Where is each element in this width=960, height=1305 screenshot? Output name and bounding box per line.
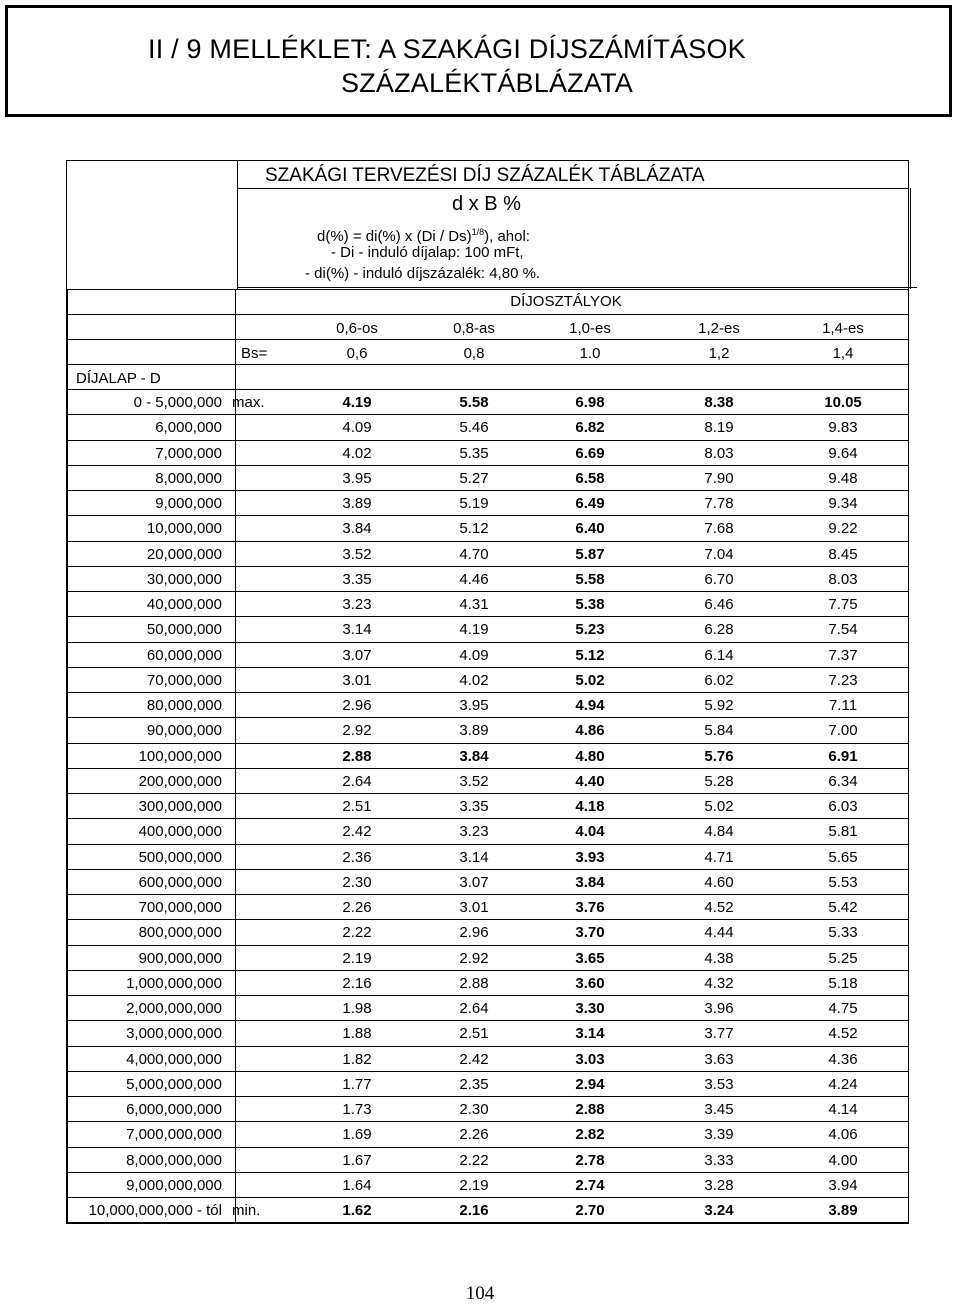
fee-base-amount: 70,000,000 [146, 671, 222, 689]
fee-percentage-cell: 3.39 [704, 1126, 734, 1144]
fee-percentage-cell: 3.77 [704, 1025, 734, 1043]
fee-base-amount: 40,000,000 [146, 596, 222, 613]
fee-base-amount: 2,000,000,000 [126, 1000, 222, 1017]
fee-percentage-cell: 7.54 [828, 621, 858, 639]
fee-base-amount: 9,000,000,000 [126, 1176, 222, 1194]
fee-percentage-cell: 2.74 [575, 1176, 605, 1194]
fee-percentage-cell: 2.16 [342, 974, 372, 992]
fee-base-amount: 3,000,000,000 [126, 1025, 222, 1043]
fee-percentage-cell: 4.32 [704, 974, 734, 992]
fee-percentage-cell: 5.25 [828, 949, 858, 967]
formula-line-2: - Di - induló díjalap: 100 mFt, [331, 244, 524, 261]
fee-percentage-cell: 4.09 [459, 646, 489, 664]
fee-base-amount: 900,000,000 [138, 949, 222, 967]
fee-percentage-cell: 4.19 [459, 621, 489, 639]
fee-percentage-cell: 7.11 [828, 697, 858, 714]
fee-percentage-cell: 2.19 [342, 949, 372, 967]
fee-base-amount: 6,000,000,000 [126, 1101, 222, 1118]
fee-base-amount: 6,000,000 [155, 419, 222, 437]
fee-percentage-cell: 1.82 [342, 1050, 372, 1068]
fee-percentage-cell: 7.90 [704, 469, 734, 487]
fee-percentage-cell: 5.53 [828, 873, 858, 891]
fee-percentage-cell: 2.36 [342, 848, 372, 866]
fee-percentage-cell: 6.40 [575, 520, 605, 538]
fee-percentage-cell: 3.65 [575, 949, 605, 967]
fee-class-label: 1,0-es [569, 320, 611, 337]
formula-line-3: - di(%) - induló díjszázalék: 4,80 %. [305, 265, 541, 282]
fee-percentage-cell: 7.37 [828, 646, 858, 664]
fee-percentage-cell: 2.42 [342, 823, 372, 841]
fee-base-amount: 1,000,000,000 [126, 974, 222, 992]
table-title: SZAKÁGI TERVEZÉSI DÍJ SZÁZALÉK TÁBLÁZATA [265, 165, 705, 186]
fee-percentage-cell: 4.80 [575, 747, 605, 765]
fee-percentage-cell: 9.34 [828, 495, 858, 512]
fee-percentage-cell: 1.88 [342, 1025, 372, 1043]
fee-percentage-cell: 2.16 [459, 1202, 489, 1219]
fee-base-amount: 300,000,000 [138, 798, 222, 815]
fee-base-amount: 100,000,000 [138, 747, 222, 765]
fee-percentage-cell: 3.84 [342, 520, 372, 538]
fee-percentage-cell: 2.30 [459, 1101, 489, 1118]
fee-percentage-cell: 6.70 [704, 570, 734, 588]
fee-percentage-cell: 7.23 [828, 671, 858, 689]
fee-percentage-cell: 3.63 [704, 1050, 734, 1068]
fee-percentage-cell: 5.58 [459, 394, 489, 411]
fee-percentage-cell: 7.04 [704, 545, 734, 563]
fee-percentage-cell: 4.44 [704, 924, 734, 942]
fee-percentage-cell: 6.91 [828, 747, 858, 765]
fee-base-amount: 9,000,000 [155, 495, 222, 512]
fee-base-amount: 7,000,000,000 [126, 1126, 222, 1144]
fee-base-amount: 400,000,000 [138, 823, 222, 841]
fee-percentage-cell: 6.98 [575, 394, 605, 411]
fee-percentage-cell: 3.14 [575, 1025, 605, 1043]
fee-percentage-cell: 4.04 [575, 823, 605, 841]
fee-percentage-cell: 3.30 [575, 1000, 605, 1017]
row-divider [237, 287, 917, 288]
fee-percentage-cell: 5.02 [575, 671, 605, 689]
fee-percentage-cell: 4.14 [828, 1101, 858, 1118]
fee-percentage-cell: 1.67 [342, 1151, 372, 1169]
fee-percentage-cell: 5.23 [575, 621, 605, 639]
fee-percentage-cell: 2.70 [575, 1202, 605, 1219]
fee-percentage-cell: 3.89 [342, 495, 372, 512]
fee-percentage-cell: 5.58 [575, 570, 605, 588]
fee-percentage-cell: 3.60 [575, 974, 605, 992]
bs-value: 0,8 [463, 345, 485, 362]
fee-base-amount: 7,000,000 [155, 444, 222, 462]
fee-percentage-cell: 2.26 [459, 1126, 489, 1144]
fee-percentage-cell: 3.23 [459, 823, 489, 841]
fee-percentage-cell: 4.70 [459, 545, 489, 563]
fee-percentage-cell: 1.73 [342, 1101, 372, 1118]
fee-base-amount: 800,000,000 [138, 924, 222, 942]
fee-percentage-cell: 6.58 [575, 469, 605, 487]
fee-percentage-cell: 3.76 [575, 899, 605, 916]
fee-percentage-cell: 3.14 [459, 848, 489, 866]
fee-percentage-cell: 6.03 [828, 798, 858, 815]
fee-percentage-cell: 4.24 [828, 1075, 858, 1093]
fee-percentage-cell: 5.92 [704, 697, 734, 714]
row-divider [67, 314, 908, 315]
fee-percentage-cell: 4.46 [459, 570, 489, 588]
fee-base-amount: 30,000,000 [146, 570, 222, 588]
fee-percentage-cell: 3.84 [459, 747, 489, 765]
fee-percentage-cell: 2.19 [459, 1176, 489, 1194]
fee-percentage-cell: 2.26 [342, 899, 372, 916]
fee-percentage-cell: 4.09 [342, 419, 372, 437]
fee-percentage-cell: 5.46 [459, 419, 489, 437]
row-divider [67, 339, 908, 340]
fee-percentage-cell: 2.22 [459, 1151, 489, 1169]
fee-percentage-cell: 2.92 [342, 722, 372, 740]
fee-percentage-cell: 4.84 [704, 823, 734, 841]
fee-class-label: 1,2-es [698, 320, 740, 337]
fee-percentage-cell: 4.52 [704, 899, 734, 916]
fee-class-label: 0,6-os [336, 320, 378, 337]
fee-percentage-cell: 3.95 [459, 697, 489, 714]
fee-percentage-cell: 2.35 [459, 1075, 489, 1093]
fee-percentage-cell: 4.40 [575, 772, 605, 790]
fee-percentage-cell: 7.00 [828, 722, 858, 740]
row-divider [67, 364, 908, 365]
fee-percentage-cell: 5.28 [704, 772, 734, 790]
column-divider [237, 161, 238, 289]
fee-percentage-cell: 8.38 [704, 394, 734, 411]
fee-percentage-cell: 4.38 [704, 949, 734, 967]
fee-percentage-cell: 3.93 [575, 848, 605, 866]
fee-base-amount: 4,000,000,000 [126, 1050, 222, 1068]
fee-percentage-cell: 6.14 [704, 646, 734, 664]
fee-percentage-cell: 3.28 [704, 1176, 734, 1194]
fee-percentage-cell: 4.75 [828, 1000, 858, 1017]
fee-percentage-cell: 4.18 [575, 798, 605, 815]
fee-base-amount: 50,000,000 [146, 621, 222, 639]
fee-base-amount: 20,000,000 [146, 545, 222, 563]
fee-base-amount: 8,000,000 [155, 469, 222, 487]
fee-percentage-cell: 2.51 [342, 798, 372, 815]
fee-percentage-cell: 3.24 [704, 1202, 734, 1219]
fee-base-amount: 200,000,000 [138, 772, 222, 790]
fee-base-amount: 500,000,000 [138, 848, 222, 866]
fee-percentage-cell: 4.86 [575, 722, 605, 740]
fee-percentage-cell: 2.30 [342, 873, 372, 891]
formula-line-1: d(%) = di(%) x (Di / Ds)$^{1/8}$), ahol: [317, 227, 530, 245]
fee-percentage-cell: 2.96 [342, 697, 372, 714]
fee-percentage-cell: 3.70 [575, 924, 605, 942]
fee-percentage-cell: 8.45 [828, 545, 858, 563]
fee-percentage-cell: 8.03 [704, 444, 734, 462]
fee-percentage-cell: 5.33 [828, 924, 858, 942]
fee-percentage-cell: 9.83 [828, 419, 858, 437]
fee-percentage-cell: 2.94 [575, 1075, 605, 1093]
fee-percentage-cell: 4.71 [704, 848, 734, 866]
fee-percentage-cell: 1.64 [342, 1176, 372, 1194]
fee-percentage-cell: 6.69 [575, 444, 605, 462]
fee-percentage-cell: 4.94 [575, 697, 605, 714]
fee-percentage-cell: 4.06 [828, 1126, 858, 1144]
fee-percentage-cell: 3.52 [459, 772, 489, 790]
fee-percentage-cell: 3.01 [342, 671, 372, 689]
fee-percentage-cell: 2.88 [342, 747, 372, 765]
fee-base-amount: 600,000,000 [138, 873, 222, 891]
fee-percentage-cell: 1.98 [342, 1000, 372, 1017]
fee-percentage-cell: 5.87 [575, 545, 605, 563]
base-column-header: DÍJALAP - D [76, 370, 161, 387]
fee-percentage-cell: 6.46 [704, 596, 734, 613]
fee-class-label: 1,4-es [822, 320, 864, 337]
fee-percentage-cell: 2.88 [575, 1101, 605, 1118]
fee-percentage-cell: 4.02 [459, 671, 489, 689]
fee-percentage-cell: 3.14 [342, 621, 372, 639]
fee-percentage-cell: 1.62 [342, 1202, 372, 1219]
page-number: 104 [465, 1283, 495, 1304]
fee-percentage-cell: 3.45 [704, 1101, 734, 1118]
fee-percentage-cell: 8.03 [828, 570, 858, 588]
page-title-line-2: SZÁZALÉKTÁBLÁZATA [341, 68, 633, 98]
fee-percentage-cell: 3.35 [459, 798, 489, 815]
fee-percentage-cell: 8.19 [704, 419, 734, 437]
fee-percentage-cell: 5.38 [575, 596, 605, 613]
fee-percentage-cell: 4.60 [704, 873, 734, 891]
fee-percentage-cell: 5.84 [704, 722, 734, 740]
bs-value: 0,6 [346, 345, 368, 362]
fee-percentage-cell: 3.89 [828, 1202, 858, 1219]
fee-percentage-cell: 5.12 [575, 646, 605, 664]
fee-percentage-cell: 2.82 [575, 1126, 605, 1144]
fee-percentage-cell: 3.01 [459, 899, 489, 916]
fee-base-amount: 80,000,000 [146, 697, 222, 714]
column-divider [67, 289, 68, 1223]
fee-percentage-cell: 5.42 [828, 899, 858, 916]
fee-percentage-cell: 3.52 [342, 545, 372, 563]
fee-percentage-cell: 4.36 [828, 1050, 858, 1068]
fee-percentage-cell: 6.34 [828, 772, 858, 790]
fee-percentage-cell: 4.00 [828, 1151, 858, 1169]
fee-percentage-cell: 6.49 [575, 495, 605, 512]
fee-percentage-cell: 5.81 [828, 823, 858, 841]
fee-percentage-cell: 2.64 [459, 1000, 489, 1017]
fee-percentage-cell: 9.64 [828, 444, 858, 462]
fee-percentage-cell: 2.96 [459, 924, 489, 942]
fee-percentage-cell: 3.95 [342, 469, 372, 487]
column-divider [235, 289, 236, 1223]
fee-percentage-cell: 3.07 [459, 873, 489, 891]
fee-percentage-table [66, 160, 909, 1224]
fee-percentage-cell: 2.42 [459, 1050, 489, 1068]
bound-note: max. [232, 394, 265, 411]
fee-percentage-cell: 5.27 [459, 469, 489, 487]
row-divider [237, 188, 908, 189]
fee-percentage-cell: 6.28 [704, 621, 734, 639]
fee-percentage-cell: 4.19 [342, 394, 372, 411]
fee-percentage-cell: 1.69 [342, 1126, 372, 1144]
fee-base-amount: 8,000,000,000 [126, 1151, 222, 1169]
fee-percentage-cell: 4.52 [828, 1025, 858, 1043]
row-divider [67, 1222, 908, 1223]
fee-class-label: 0,8-as [453, 320, 495, 337]
fee-percentage-cell: 7.68 [704, 520, 734, 538]
fee-base-amount: 60,000,000 [146, 646, 222, 664]
row-divider [67, 289, 908, 290]
fee-percentage-cell: 3.03 [575, 1050, 605, 1068]
fee-percentage-cell: 2.88 [459, 974, 489, 992]
fee-percentage-cell: 5.19 [459, 495, 489, 512]
fee-percentage-cell: 2.64 [342, 772, 372, 790]
fee-percentage-cell: 5.35 [459, 444, 489, 462]
fee-percentage-cell: 3.89 [459, 722, 489, 740]
fee-base-amount: 5,000,000,000 [126, 1075, 222, 1093]
fee-percentage-cell: 10.05 [824, 394, 862, 411]
fee-percentage-cell: 3.53 [704, 1075, 734, 1093]
bound-note: min. [232, 1202, 261, 1219]
fee-percentage-cell: 1.77 [342, 1075, 372, 1093]
fee-percentage-cell: 3.07 [342, 646, 372, 664]
fee-percentage-cell: 5.18 [828, 974, 858, 992]
fee-percentage-cell: 3.84 [575, 873, 605, 891]
fee-base-amount: 10,000,000 [146, 520, 222, 538]
fee-percentage-cell: 9.22 [828, 520, 858, 538]
fee-percentage-cell: 7.75 [828, 596, 858, 613]
page-title-line-1: II / 9 MELLÉKLET: A SZAKÁGI DÍJSZÁMÍTÁSOK [148, 34, 746, 64]
fee-percentage-cell: 5.02 [704, 798, 734, 815]
fee-percentage-cell: 2.78 [575, 1151, 605, 1169]
fee-percentage-cell: 7.78 [704, 495, 734, 512]
fee-percentage-cell: 2.51 [459, 1025, 489, 1043]
fee-percentage-cell: 2.92 [459, 949, 489, 967]
fee-percentage-cell: 6.82 [575, 419, 605, 437]
fee-classes-header: DÍJOSZTÁLYOK [510, 293, 622, 310]
column-divider [910, 188, 911, 289]
page-title-box [5, 5, 952, 117]
fee-percentage-cell: 3.94 [828, 1176, 858, 1194]
fee-percentage-cell: 3.96 [704, 1000, 734, 1017]
fee-percentage-cell: 5.12 [459, 520, 489, 538]
bs-value: 1,4 [832, 345, 854, 362]
fee-base-amount: 90,000,000 [146, 722, 222, 740]
fee-base-amount: 700,000,000 [138, 899, 222, 916]
fee-percentage-cell: 4.31 [459, 596, 489, 613]
table-subtitle: d x B % [452, 193, 521, 215]
fee-percentage-cell: 3.23 [342, 596, 372, 613]
fee-percentage-cell: 3.33 [704, 1151, 734, 1169]
fee-percentage-cell: 9.48 [828, 469, 858, 487]
fee-percentage-cell: 5.65 [828, 848, 858, 866]
fee-percentage-cell: 6.02 [704, 671, 734, 689]
fee-percentage-cell: 4.02 [342, 444, 372, 462]
bs-value: 1.0 [579, 345, 601, 362]
fee-percentage-cell: 2.22 [342, 924, 372, 942]
bs-label: Bs= [241, 345, 268, 362]
fee-percentage-cell: 5.76 [704, 747, 734, 765]
fee-percentage-cell: 3.35 [342, 570, 372, 588]
bs-value: 1,2 [708, 345, 730, 362]
fee-base-amount: 0 - 5,000,000 [133, 394, 222, 411]
fee-base-amount: 10,000,000,000 - tól [88, 1202, 222, 1219]
